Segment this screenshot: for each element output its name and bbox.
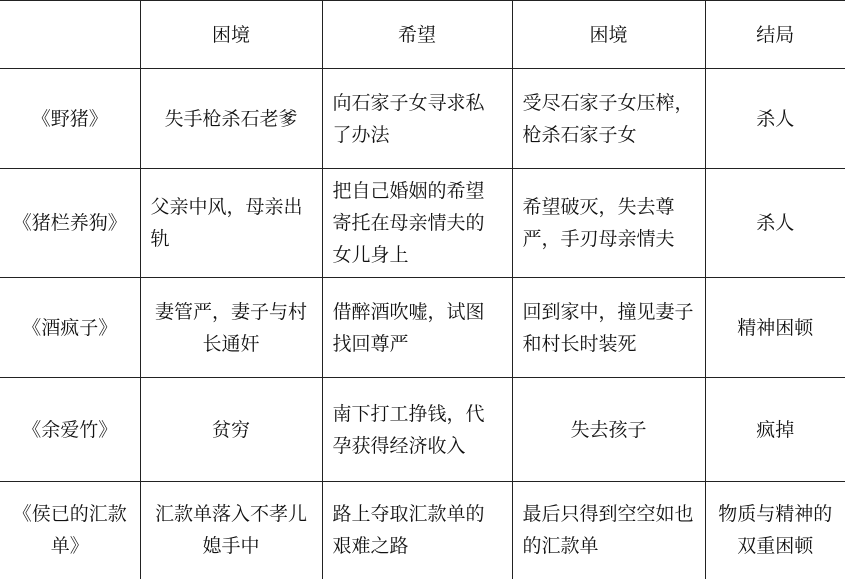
work-title-cell: 《猪栏养狗》 [0, 169, 140, 278]
dilemma-cell: 最后只得到空空如也的汇款单 [512, 482, 705, 579]
table-row [0, 169, 845, 278]
table-row [0, 378, 845, 482]
hope-cell: 把自己婚姻的希望寄托在母亲情夫的女儿身上 [322, 169, 512, 278]
dilemma-cell: 失手枪杀石老爹 [140, 69, 322, 169]
header-cell-ending: 结局 [705, 1, 845, 69]
hope-cell: 路上夺取汇款单的艰难之路 [322, 482, 512, 579]
dilemma-cell: 受尽石家子女压榨，枪杀石家子女 [512, 69, 705, 169]
dilemma-cell: 汇款单落入不孝儿媳手中 [140, 482, 322, 579]
hope-cell: 借醉酒吹嘘，试图找回尊严 [322, 278, 512, 378]
dilemma-cell: 妻管严，妻子与村长通奸 [140, 278, 322, 378]
work-title-cell: 《野猪》 [0, 69, 140, 169]
hope-cell: 向石家子女寻求私了办法 [322, 69, 512, 169]
header-cell-dilemma-2: 困境 [512, 1, 705, 69]
ending-cell: 杀人 [705, 169, 845, 278]
header-cell-dilemma-1: 困境 [140, 1, 322, 69]
table-row [0, 69, 845, 169]
dilemma-cell: 回到家中，撞见妻子和村长时装死 [512, 278, 705, 378]
work-title-cell: 《余爱竹》 [0, 378, 140, 482]
ending-cell: 疯掉 [705, 378, 845, 482]
dilemma-cell: 失去孩子 [512, 378, 705, 482]
header-cell-blank [0, 1, 140, 69]
work-title-cell: 《酒疯子》 [0, 278, 140, 378]
dilemma-cell: 希望破灭，失去尊严，手刃母亲情夫 [512, 169, 705, 278]
ending-cell: 杀人 [705, 69, 845, 169]
work-title-cell: 《侯已的汇款单》 [0, 482, 140, 579]
table-row [0, 482, 845, 579]
ending-cell: 物质与精神的双重困顿 [705, 482, 845, 579]
dilemma-cell: 父亲中风，母亲出轨 [140, 169, 322, 278]
table-row [0, 278, 845, 378]
ending-cell: 精神困顿 [705, 278, 845, 378]
header-cell-hope: 希望 [322, 1, 512, 69]
hope-cell: 南下打工挣钱，代孕获得经济收入 [322, 378, 512, 482]
table-header-row [0, 1, 845, 69]
dilemma-cell: 贫穷 [140, 378, 322, 482]
